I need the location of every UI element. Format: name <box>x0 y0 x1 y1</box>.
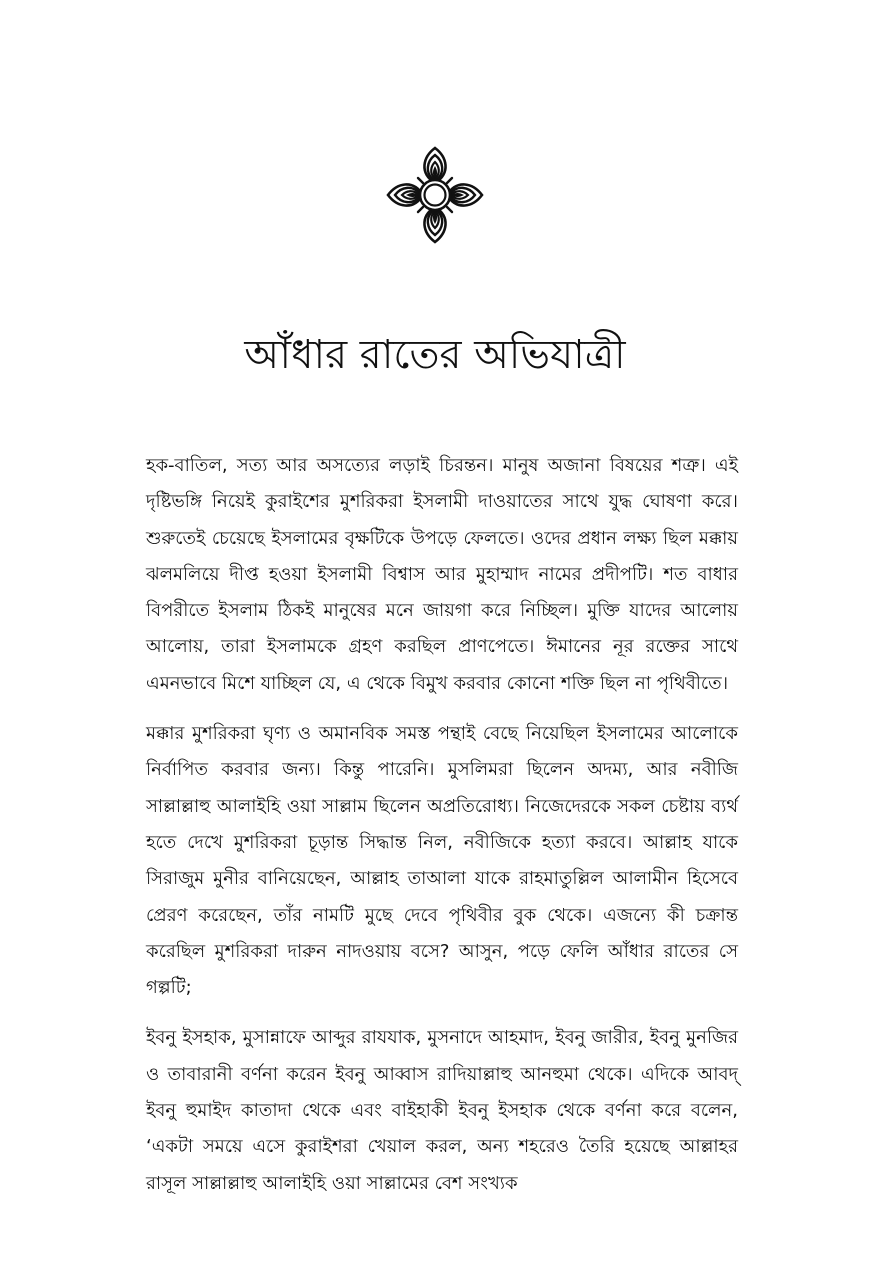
chapter-title: আঁধার রাতের অভিযাত্রী <box>244 332 626 378</box>
paragraph: হক-বাতিল, সত্য আর অসত্যের লড়াই চিরন্তন। মানুষ অজানা বিষয়ের শত্রু। এই দৃষ্টিভঙ্গি নিয়েই কুরাইশের মুশরিকরা ইসলামী দাওয়াতের সাথে যুদ্ধ ঘোষণা করে। শুরুতেই চেয়েছে ইসলামের বৃক্ষটিকে উপড়ে ফেলতে। ওদের প্রধান লক্ষ্য ছিল মক্কায় ঝলমলিয়ে দীপ্ত হওয়া ইসলামী বিশ্বাস আর মুহাম্মাদ নামের প্রদীপটি। শত বাধার বিপরীতে ইসলাম ঠিকই মানুষের মনে জায়গা করে নিচ্ছিল। মুক্তি যাদের আলোয় আলোয়, তারা ইসলামকে গ্রহণ করছিল প্রাণপেতে। ঈমানের নূর রক্তের সাথে এমনভাবে মিশে যাচ্ছিল যে, এ থেকে বিমুখ করবার কোনো শক্তি ছিল না পৃথিবীতে। <box>146 455 738 694</box>
paragraph: মক্কার মুশরিকরা ঘৃণ্য ও অমানবিক সমস্ত পন্থাই বেছে নিয়েছিল ইসলামের আলোকে নির্বাপিত করবার জন্য। কিন্তু পারেনি। মুসলিমরা ছিলেন অদম্য, আর নবীজি সাল্লাল্লাহু আলাইহি ওয়া সাল্লাম ছিলেন অপ্রতিরোধ্য। নিজেদেরকে সকল চেষ্টায় ব্যর্থ হতে দেখে মুশরিকরা চূড়ান্ত সিদ্ধান্ত নিল, নবীজিকে হত্যা করবে। আল্লাহ যাকে সিরাজুম মুনীর বানিয়েছেন, আল্লাহ তাআলা যাকে রাহমাতুল্লিল আলামীন হিসেবে প্রেরণ করেছেন, তাঁর নামটি মুছে দেবে পৃথিবীর বুক থেকে। এজন্যে কী চক্রান্ত করেছিল মুশরিকরা দারুন নাদওয়ায় বসে? আসুন, পড়ে ফেলি আঁধার রাতের সে গল্পটি; <box>146 723 738 999</box>
paragraph: ইবনু ইসহাক, মুসান্নাফে আব্দুর রাযযাক, মুসনাদে আহমাদ, ইবনু জারীর, ইবনু মুনজির ও তাবারানী বর্ণনা করেন ইবনু আব্বাস রাদিয়াল্লাহু আনহুমা থেকে। এদিকে আবদ্ ইবনু হুমাইদ কাতাদা থেকে এবং বাইহাকী ইবনু ইসহাক থেকে বর্ণনা করে বলেন, ‘একটা সময়ে এসে কুরাইশরা খেয়াল করল, অন্য শহরেও তৈরি হয়েছে আল্লাহর রাসূল সাল্লাল্লাহু আলাইহি ওয়া সাল্লামের বেশ সংখ্যক <box>146 1027 738 1194</box>
lotus-ornament-icon <box>385 145 485 245</box>
body-text <box>146 448 738 1216</box>
